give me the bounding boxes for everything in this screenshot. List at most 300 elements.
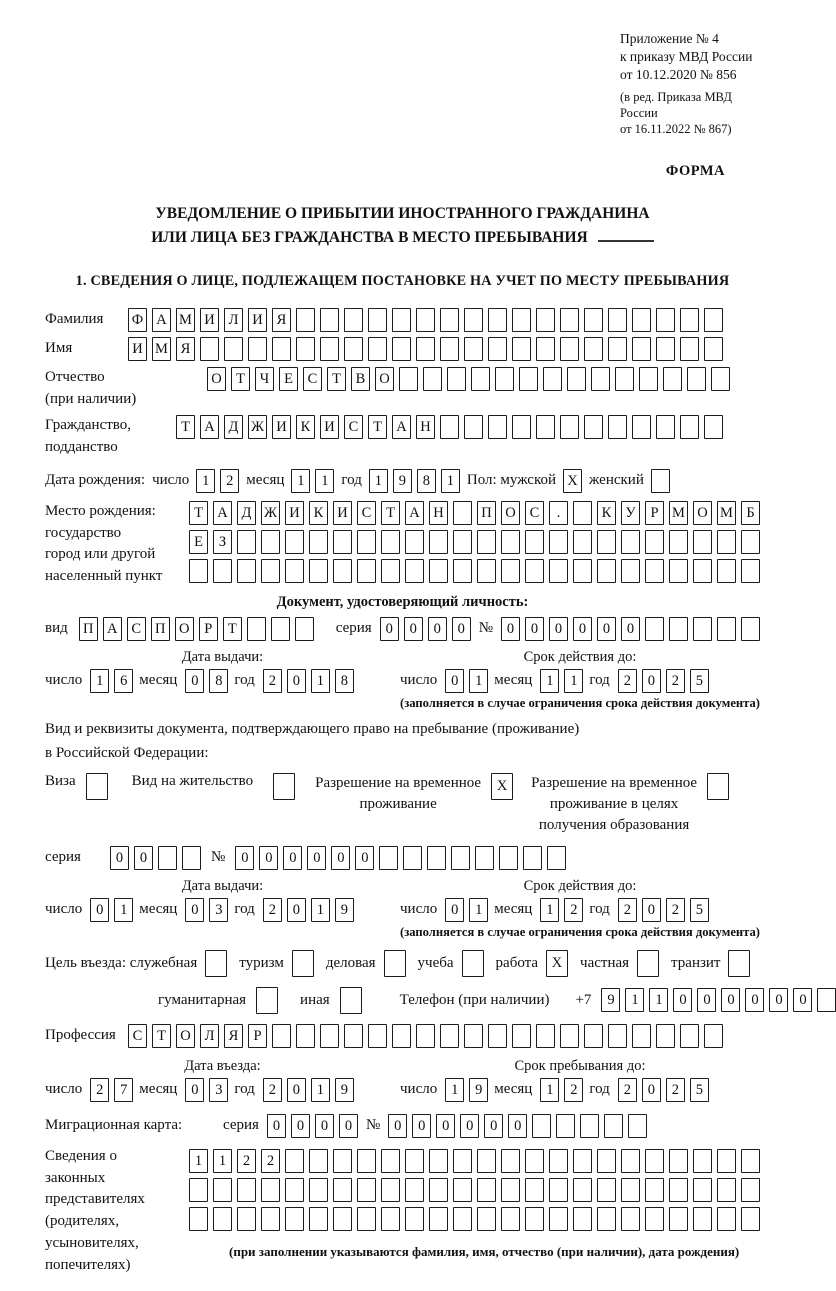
char-cell[interactable]: 6 bbox=[114, 669, 133, 693]
char-cell[interactable] bbox=[717, 1149, 736, 1173]
char-cell[interactable] bbox=[248, 337, 267, 361]
char-cell[interactable]: 1 bbox=[469, 669, 488, 693]
char-cell[interactable] bbox=[405, 530, 424, 554]
char-cell[interactable] bbox=[285, 530, 304, 554]
char-cell[interactable] bbox=[477, 530, 496, 554]
char-cell[interactable] bbox=[741, 1178, 760, 1202]
char-cell[interactable]: Т bbox=[368, 415, 387, 439]
char-cell[interactable] bbox=[86, 773, 108, 800]
char-cell[interactable]: К bbox=[309, 501, 328, 525]
char-cell[interactable]: 2 bbox=[263, 1078, 282, 1102]
char-cell[interactable] bbox=[344, 308, 363, 332]
char-cell[interactable] bbox=[285, 1149, 304, 1173]
char-cell[interactable]: А bbox=[405, 501, 424, 525]
char-cell[interactable] bbox=[645, 1149, 664, 1173]
char-cell[interactable]: 8 bbox=[335, 669, 354, 693]
birth-year-cells[interactable] bbox=[369, 469, 460, 493]
char-cell[interactable]: П bbox=[79, 617, 98, 641]
char-cell[interactable]: Л bbox=[224, 308, 243, 332]
char-cell[interactable]: 1 bbox=[625, 988, 644, 1012]
char-cell[interactable]: 0 bbox=[445, 898, 464, 922]
residence-permit-checkbox[interactable] bbox=[273, 773, 295, 800]
char-cell[interactable] bbox=[573, 530, 592, 554]
birth-month-cells[interactable] bbox=[291, 469, 334, 493]
char-cell[interactable] bbox=[663, 367, 682, 391]
char-cell[interactable] bbox=[429, 530, 448, 554]
char-cell[interactable] bbox=[608, 308, 627, 332]
char-cell[interactable] bbox=[296, 337, 315, 361]
char-cell[interactable]: А bbox=[152, 308, 171, 332]
char-cell[interactable] bbox=[416, 1024, 435, 1048]
char-cell[interactable] bbox=[429, 1207, 448, 1231]
char-cell[interactable] bbox=[189, 1207, 208, 1231]
char-cell[interactable]: 0 bbox=[745, 988, 764, 1012]
char-cell[interactable] bbox=[273, 773, 295, 800]
char-cell[interactable]: Я bbox=[224, 1024, 243, 1048]
char-cell[interactable] bbox=[213, 1207, 232, 1231]
char-cell[interactable]: А bbox=[103, 617, 122, 641]
doc-type-cells[interactable] bbox=[79, 617, 314, 641]
char-cell[interactable] bbox=[453, 1207, 472, 1231]
char-cell[interactable]: Ч bbox=[255, 367, 274, 391]
profession-cells[interactable] bbox=[128, 1024, 723, 1048]
char-cell[interactable] bbox=[477, 559, 496, 583]
char-cell[interactable]: 0 bbox=[110, 846, 129, 870]
representatives-cells-line2[interactable] bbox=[189, 1178, 760, 1202]
char-cell[interactable] bbox=[549, 1207, 568, 1231]
char-cell[interactable]: 0 bbox=[388, 1114, 407, 1138]
char-cell[interactable] bbox=[717, 1178, 736, 1202]
char-cell[interactable] bbox=[628, 1114, 647, 1138]
char-cell[interactable] bbox=[416, 308, 435, 332]
char-cell[interactable] bbox=[344, 337, 363, 361]
doc-valid-year-cells[interactable] bbox=[618, 669, 709, 693]
char-cell[interactable] bbox=[580, 1114, 599, 1138]
char-cell[interactable] bbox=[584, 1024, 603, 1048]
char-cell[interactable]: Д bbox=[237, 501, 256, 525]
char-cell[interactable] bbox=[189, 1178, 208, 1202]
char-cell[interactable] bbox=[525, 530, 544, 554]
char-cell[interactable] bbox=[285, 1207, 304, 1231]
char-cell[interactable] bbox=[669, 530, 688, 554]
char-cell[interactable] bbox=[158, 846, 177, 870]
char-cell[interactable] bbox=[639, 367, 658, 391]
char-cell[interactable] bbox=[669, 559, 688, 583]
char-cell[interactable] bbox=[523, 846, 542, 870]
char-cell[interactable] bbox=[621, 530, 640, 554]
char-cell[interactable]: 0 bbox=[673, 988, 692, 1012]
birth-place-cells-line1[interactable] bbox=[189, 501, 760, 525]
char-cell[interactable] bbox=[392, 308, 411, 332]
char-cell[interactable] bbox=[333, 530, 352, 554]
stay-month-cells[interactable] bbox=[540, 1078, 583, 1102]
char-cell[interactable] bbox=[464, 415, 483, 439]
char-cell[interactable]: К bbox=[597, 501, 616, 525]
char-cell[interactable]: 0 bbox=[291, 1114, 310, 1138]
entry-year-cells[interactable] bbox=[263, 1078, 354, 1102]
char-cell[interactable]: 2 bbox=[618, 1078, 637, 1102]
surname-cells[interactable] bbox=[128, 308, 723, 332]
char-cell[interactable]: 0 bbox=[315, 1114, 334, 1138]
char-cell[interactable]: 0 bbox=[412, 1114, 431, 1138]
doc-issue-year-cells[interactable] bbox=[263, 669, 354, 693]
char-cell[interactable] bbox=[295, 617, 314, 641]
char-cell[interactable] bbox=[615, 367, 634, 391]
char-cell[interactable] bbox=[536, 308, 555, 332]
char-cell[interactable]: 1 bbox=[369, 469, 388, 493]
char-cell[interactable] bbox=[464, 1024, 483, 1048]
char-cell[interactable] bbox=[453, 530, 472, 554]
char-cell[interactable] bbox=[501, 1149, 520, 1173]
res-valid-year-cells[interactable] bbox=[618, 898, 709, 922]
char-cell[interactable] bbox=[272, 337, 291, 361]
char-cell[interactable]: П bbox=[477, 501, 496, 525]
char-cell[interactable] bbox=[656, 415, 675, 439]
char-cell[interactable]: 5 bbox=[690, 1078, 709, 1102]
char-cell[interactable]: М bbox=[669, 501, 688, 525]
char-cell[interactable] bbox=[205, 950, 227, 977]
char-cell[interactable]: Ж bbox=[261, 501, 280, 525]
char-cell[interactable]: 0 bbox=[573, 617, 592, 641]
char-cell[interactable]: 1 bbox=[649, 988, 668, 1012]
char-cell[interactable]: 2 bbox=[618, 898, 637, 922]
char-cell[interactable] bbox=[392, 337, 411, 361]
char-cell[interactable] bbox=[357, 559, 376, 583]
char-cell[interactable] bbox=[189, 559, 208, 583]
char-cell[interactable]: 3 bbox=[209, 898, 228, 922]
phone-cells[interactable] bbox=[601, 988, 836, 1012]
char-cell[interactable] bbox=[573, 501, 592, 525]
char-cell[interactable]: 9 bbox=[601, 988, 620, 1012]
char-cell[interactable]: О bbox=[375, 367, 394, 391]
char-cell[interactable]: 0 bbox=[185, 1078, 204, 1102]
char-cell[interactable] bbox=[477, 1207, 496, 1231]
char-cell[interactable] bbox=[669, 1207, 688, 1231]
char-cell[interactable] bbox=[560, 415, 579, 439]
char-cell[interactable]: 9 bbox=[469, 1078, 488, 1102]
char-cell[interactable]: И bbox=[272, 415, 291, 439]
char-cell[interactable] bbox=[573, 1149, 592, 1173]
char-cell[interactable]: 1 bbox=[315, 469, 334, 493]
char-cell[interactable] bbox=[597, 1178, 616, 1202]
char-cell[interactable] bbox=[621, 559, 640, 583]
char-cell[interactable]: И bbox=[320, 415, 339, 439]
char-cell[interactable] bbox=[525, 559, 544, 583]
char-cell[interactable]: 0 bbox=[259, 846, 278, 870]
char-cell[interactable] bbox=[464, 337, 483, 361]
char-cell[interactable]: А bbox=[213, 501, 232, 525]
char-cell[interactable] bbox=[584, 308, 603, 332]
char-cell[interactable]: 0 bbox=[307, 846, 326, 870]
char-cell[interactable] bbox=[272, 1024, 291, 1048]
char-cell[interactable]: 1 bbox=[540, 669, 559, 693]
char-cell[interactable]: 1 bbox=[469, 898, 488, 922]
char-cell[interactable] bbox=[567, 367, 586, 391]
char-cell[interactable] bbox=[200, 337, 219, 361]
char-cell[interactable] bbox=[632, 308, 651, 332]
char-cell[interactable]: . bbox=[549, 501, 568, 525]
char-cell[interactable]: Т bbox=[231, 367, 250, 391]
doc-issue-month-cells[interactable] bbox=[185, 669, 228, 693]
char-cell[interactable] bbox=[591, 367, 610, 391]
char-cell[interactable] bbox=[309, 1207, 328, 1231]
char-cell[interactable] bbox=[453, 1149, 472, 1173]
char-cell[interactable]: 7 bbox=[114, 1078, 133, 1102]
char-cell[interactable]: Б bbox=[741, 501, 760, 525]
char-cell[interactable]: О bbox=[693, 501, 712, 525]
char-cell[interactable] bbox=[597, 559, 616, 583]
char-cell[interactable] bbox=[256, 987, 278, 1014]
doc-series-cells[interactable] bbox=[380, 617, 471, 641]
char-cell[interactable] bbox=[309, 530, 328, 554]
char-cell[interactable] bbox=[608, 1024, 627, 1048]
char-cell[interactable]: С bbox=[344, 415, 363, 439]
char-cell[interactable]: 9 bbox=[335, 1078, 354, 1102]
char-cell[interactable]: В bbox=[351, 367, 370, 391]
citizenship-cells[interactable] bbox=[176, 415, 723, 439]
char-cell[interactable] bbox=[512, 308, 531, 332]
char-cell[interactable] bbox=[427, 846, 446, 870]
char-cell[interactable] bbox=[656, 337, 675, 361]
char-cell[interactable] bbox=[536, 415, 555, 439]
char-cell[interactable]: М bbox=[176, 308, 195, 332]
char-cell[interactable]: 8 bbox=[417, 469, 436, 493]
char-cell[interactable]: 1 bbox=[90, 669, 109, 693]
sex-male-checkbox[interactable] bbox=[563, 469, 582, 493]
char-cell[interactable]: 0 bbox=[380, 617, 399, 641]
char-cell[interactable] bbox=[403, 846, 422, 870]
char-cell[interactable] bbox=[543, 367, 562, 391]
char-cell[interactable]: П bbox=[151, 617, 170, 641]
char-cell[interactable] bbox=[381, 559, 400, 583]
char-cell[interactable]: 2 bbox=[90, 1078, 109, 1102]
char-cell[interactable] bbox=[495, 367, 514, 391]
char-cell[interactable] bbox=[429, 1149, 448, 1173]
char-cell[interactable] bbox=[621, 1178, 640, 1202]
char-cell[interactable] bbox=[213, 1178, 232, 1202]
char-cell[interactable]: 0 bbox=[621, 617, 640, 641]
given-name-cells[interactable] bbox=[128, 337, 723, 361]
char-cell[interactable] bbox=[357, 1207, 376, 1231]
char-cell[interactable]: 8 bbox=[209, 669, 228, 693]
char-cell[interactable]: Т bbox=[381, 501, 400, 525]
char-cell[interactable]: 0 bbox=[134, 846, 153, 870]
char-cell[interactable] bbox=[525, 1178, 544, 1202]
char-cell[interactable] bbox=[717, 559, 736, 583]
sex-female-checkbox[interactable] bbox=[651, 469, 670, 493]
char-cell[interactable] bbox=[645, 1178, 664, 1202]
char-cell[interactable]: 1 bbox=[291, 469, 310, 493]
char-cell[interactable] bbox=[632, 1024, 651, 1048]
char-cell[interactable] bbox=[728, 950, 750, 977]
char-cell[interactable] bbox=[333, 1149, 352, 1173]
char-cell[interactable] bbox=[423, 367, 442, 391]
char-cell[interactable] bbox=[525, 1207, 544, 1231]
char-cell[interactable] bbox=[381, 530, 400, 554]
char-cell[interactable] bbox=[512, 415, 531, 439]
char-cell[interactable] bbox=[711, 367, 730, 391]
char-cell[interactable] bbox=[381, 1149, 400, 1173]
char-cell[interactable]: С bbox=[357, 501, 376, 525]
char-cell[interactable]: 0 bbox=[642, 669, 661, 693]
char-cell[interactable]: 0 bbox=[501, 617, 520, 641]
char-cell[interactable] bbox=[357, 530, 376, 554]
birth-day-cells[interactable] bbox=[196, 469, 239, 493]
char-cell[interactable] bbox=[693, 559, 712, 583]
char-cell[interactable]: 2 bbox=[666, 669, 685, 693]
res-valid-day-cells[interactable] bbox=[445, 898, 488, 922]
char-cell[interactable] bbox=[717, 617, 736, 641]
char-cell[interactable]: 1 bbox=[564, 669, 583, 693]
char-cell[interactable] bbox=[512, 337, 531, 361]
char-cell[interactable]: 3 bbox=[209, 1078, 228, 1102]
doc-valid-day-cells[interactable] bbox=[445, 669, 488, 693]
char-cell[interactable]: Е bbox=[189, 530, 208, 554]
char-cell[interactable]: 0 bbox=[287, 898, 306, 922]
char-cell[interactable]: 0 bbox=[642, 1078, 661, 1102]
char-cell[interactable] bbox=[501, 1207, 520, 1231]
char-cell[interactable] bbox=[237, 559, 256, 583]
char-cell[interactable] bbox=[453, 501, 472, 525]
char-cell[interactable] bbox=[741, 1149, 760, 1173]
char-cell[interactable] bbox=[717, 530, 736, 554]
char-cell[interactable] bbox=[392, 1024, 411, 1048]
char-cell[interactable] bbox=[462, 950, 484, 977]
char-cell[interactable] bbox=[399, 367, 418, 391]
char-cell[interactable] bbox=[488, 415, 507, 439]
char-cell[interactable] bbox=[182, 846, 201, 870]
char-cell[interactable] bbox=[501, 559, 520, 583]
char-cell[interactable]: 0 bbox=[597, 617, 616, 641]
char-cell[interactable]: 0 bbox=[525, 617, 544, 641]
char-cell[interactable] bbox=[357, 1149, 376, 1173]
char-cell[interactable]: А bbox=[200, 415, 219, 439]
char-cell[interactable] bbox=[224, 337, 243, 361]
char-cell[interactable]: Т bbox=[152, 1024, 171, 1048]
char-cell[interactable]: С bbox=[525, 501, 544, 525]
char-cell[interactable] bbox=[656, 1024, 675, 1048]
char-cell[interactable] bbox=[604, 1114, 623, 1138]
char-cell[interactable]: 0 bbox=[436, 1114, 455, 1138]
char-cell[interactable]: 0 bbox=[793, 988, 812, 1012]
char-cell[interactable] bbox=[741, 559, 760, 583]
char-cell[interactable] bbox=[368, 337, 387, 361]
char-cell[interactable] bbox=[333, 1178, 352, 1202]
char-cell[interactable]: 0 bbox=[642, 898, 661, 922]
char-cell[interactable]: И bbox=[200, 308, 219, 332]
doc-issue-day-cells[interactable] bbox=[90, 669, 133, 693]
char-cell[interactable]: О bbox=[501, 501, 520, 525]
char-cell[interactable]: О bbox=[175, 617, 194, 641]
char-cell[interactable]: Л bbox=[200, 1024, 219, 1048]
char-cell[interactable] bbox=[532, 1114, 551, 1138]
char-cell[interactable]: 1 bbox=[311, 898, 330, 922]
char-cell[interactable]: О bbox=[207, 367, 226, 391]
char-cell[interactable]: Ф bbox=[128, 308, 147, 332]
char-cell[interactable] bbox=[704, 415, 723, 439]
char-cell[interactable] bbox=[384, 950, 406, 977]
char-cell[interactable] bbox=[704, 337, 723, 361]
char-cell[interactable] bbox=[340, 987, 362, 1014]
char-cell[interactable]: Т bbox=[176, 415, 195, 439]
char-cell[interactable] bbox=[405, 1207, 424, 1231]
char-cell[interactable] bbox=[669, 1178, 688, 1202]
char-cell[interactable] bbox=[707, 773, 729, 800]
char-cell[interactable] bbox=[519, 367, 538, 391]
char-cell[interactable] bbox=[693, 617, 712, 641]
char-cell[interactable] bbox=[405, 559, 424, 583]
char-cell[interactable] bbox=[741, 1207, 760, 1231]
char-cell[interactable] bbox=[344, 1024, 363, 1048]
char-cell[interactable]: 1 bbox=[196, 469, 215, 493]
char-cell[interactable]: 0 bbox=[90, 898, 109, 922]
representatives-cells-line1[interactable] bbox=[189, 1149, 760, 1173]
char-cell[interactable]: 1 bbox=[114, 898, 133, 922]
char-cell[interactable] bbox=[501, 530, 520, 554]
char-cell[interactable] bbox=[261, 530, 280, 554]
char-cell[interactable] bbox=[309, 559, 328, 583]
char-cell[interactable]: 0 bbox=[721, 988, 740, 1012]
char-cell[interactable] bbox=[416, 337, 435, 361]
char-cell[interactable]: М bbox=[152, 337, 171, 361]
char-cell[interactable]: Н bbox=[429, 501, 448, 525]
char-cell[interactable] bbox=[333, 1207, 352, 1231]
char-cell[interactable]: 0 bbox=[339, 1114, 358, 1138]
char-cell[interactable]: 0 bbox=[697, 988, 716, 1012]
char-cell[interactable]: 2 bbox=[564, 898, 583, 922]
char-cell[interactable] bbox=[741, 530, 760, 554]
res-number-cells[interactable] bbox=[235, 846, 566, 870]
char-cell[interactable]: 1 bbox=[441, 469, 460, 493]
char-cell[interactable] bbox=[451, 846, 470, 870]
char-cell[interactable]: Е bbox=[279, 367, 298, 391]
char-cell[interactable] bbox=[440, 1024, 459, 1048]
char-cell[interactable]: И bbox=[333, 501, 352, 525]
char-cell[interactable] bbox=[549, 1178, 568, 1202]
temp-residence-checkbox[interactable] bbox=[491, 773, 513, 800]
char-cell[interactable]: Р bbox=[248, 1024, 267, 1048]
char-cell[interactable]: 2 bbox=[237, 1149, 256, 1173]
char-cell[interactable] bbox=[656, 308, 675, 332]
stay-day-cells[interactable] bbox=[445, 1078, 488, 1102]
char-cell[interactable]: Р bbox=[199, 617, 218, 641]
char-cell[interactable]: 0 bbox=[445, 669, 464, 693]
char-cell[interactable]: 0 bbox=[355, 846, 374, 870]
char-cell[interactable] bbox=[475, 846, 494, 870]
char-cell[interactable] bbox=[464, 308, 483, 332]
char-cell[interactable] bbox=[669, 1149, 688, 1173]
purpose-transit-checkbox[interactable] bbox=[728, 950, 750, 977]
char-cell[interactable] bbox=[512, 1024, 531, 1048]
char-cell[interactable]: 1 bbox=[540, 1078, 559, 1102]
char-cell[interactable]: 0 bbox=[283, 846, 302, 870]
char-cell[interactable]: Я bbox=[272, 308, 291, 332]
char-cell[interactable] bbox=[573, 1178, 592, 1202]
char-cell[interactable]: 0 bbox=[287, 669, 306, 693]
char-cell[interactable]: С bbox=[128, 1024, 147, 1048]
char-cell[interactable] bbox=[285, 559, 304, 583]
char-cell[interactable] bbox=[405, 1178, 424, 1202]
char-cell[interactable]: X bbox=[546, 950, 568, 977]
char-cell[interactable] bbox=[632, 337, 651, 361]
char-cell[interactable]: Н bbox=[416, 415, 435, 439]
char-cell[interactable] bbox=[237, 530, 256, 554]
char-cell[interactable]: 2 bbox=[666, 898, 685, 922]
char-cell[interactable] bbox=[440, 337, 459, 361]
char-cell[interactable] bbox=[292, 950, 314, 977]
char-cell[interactable]: И bbox=[285, 501, 304, 525]
char-cell[interactable]: 1 bbox=[189, 1149, 208, 1173]
